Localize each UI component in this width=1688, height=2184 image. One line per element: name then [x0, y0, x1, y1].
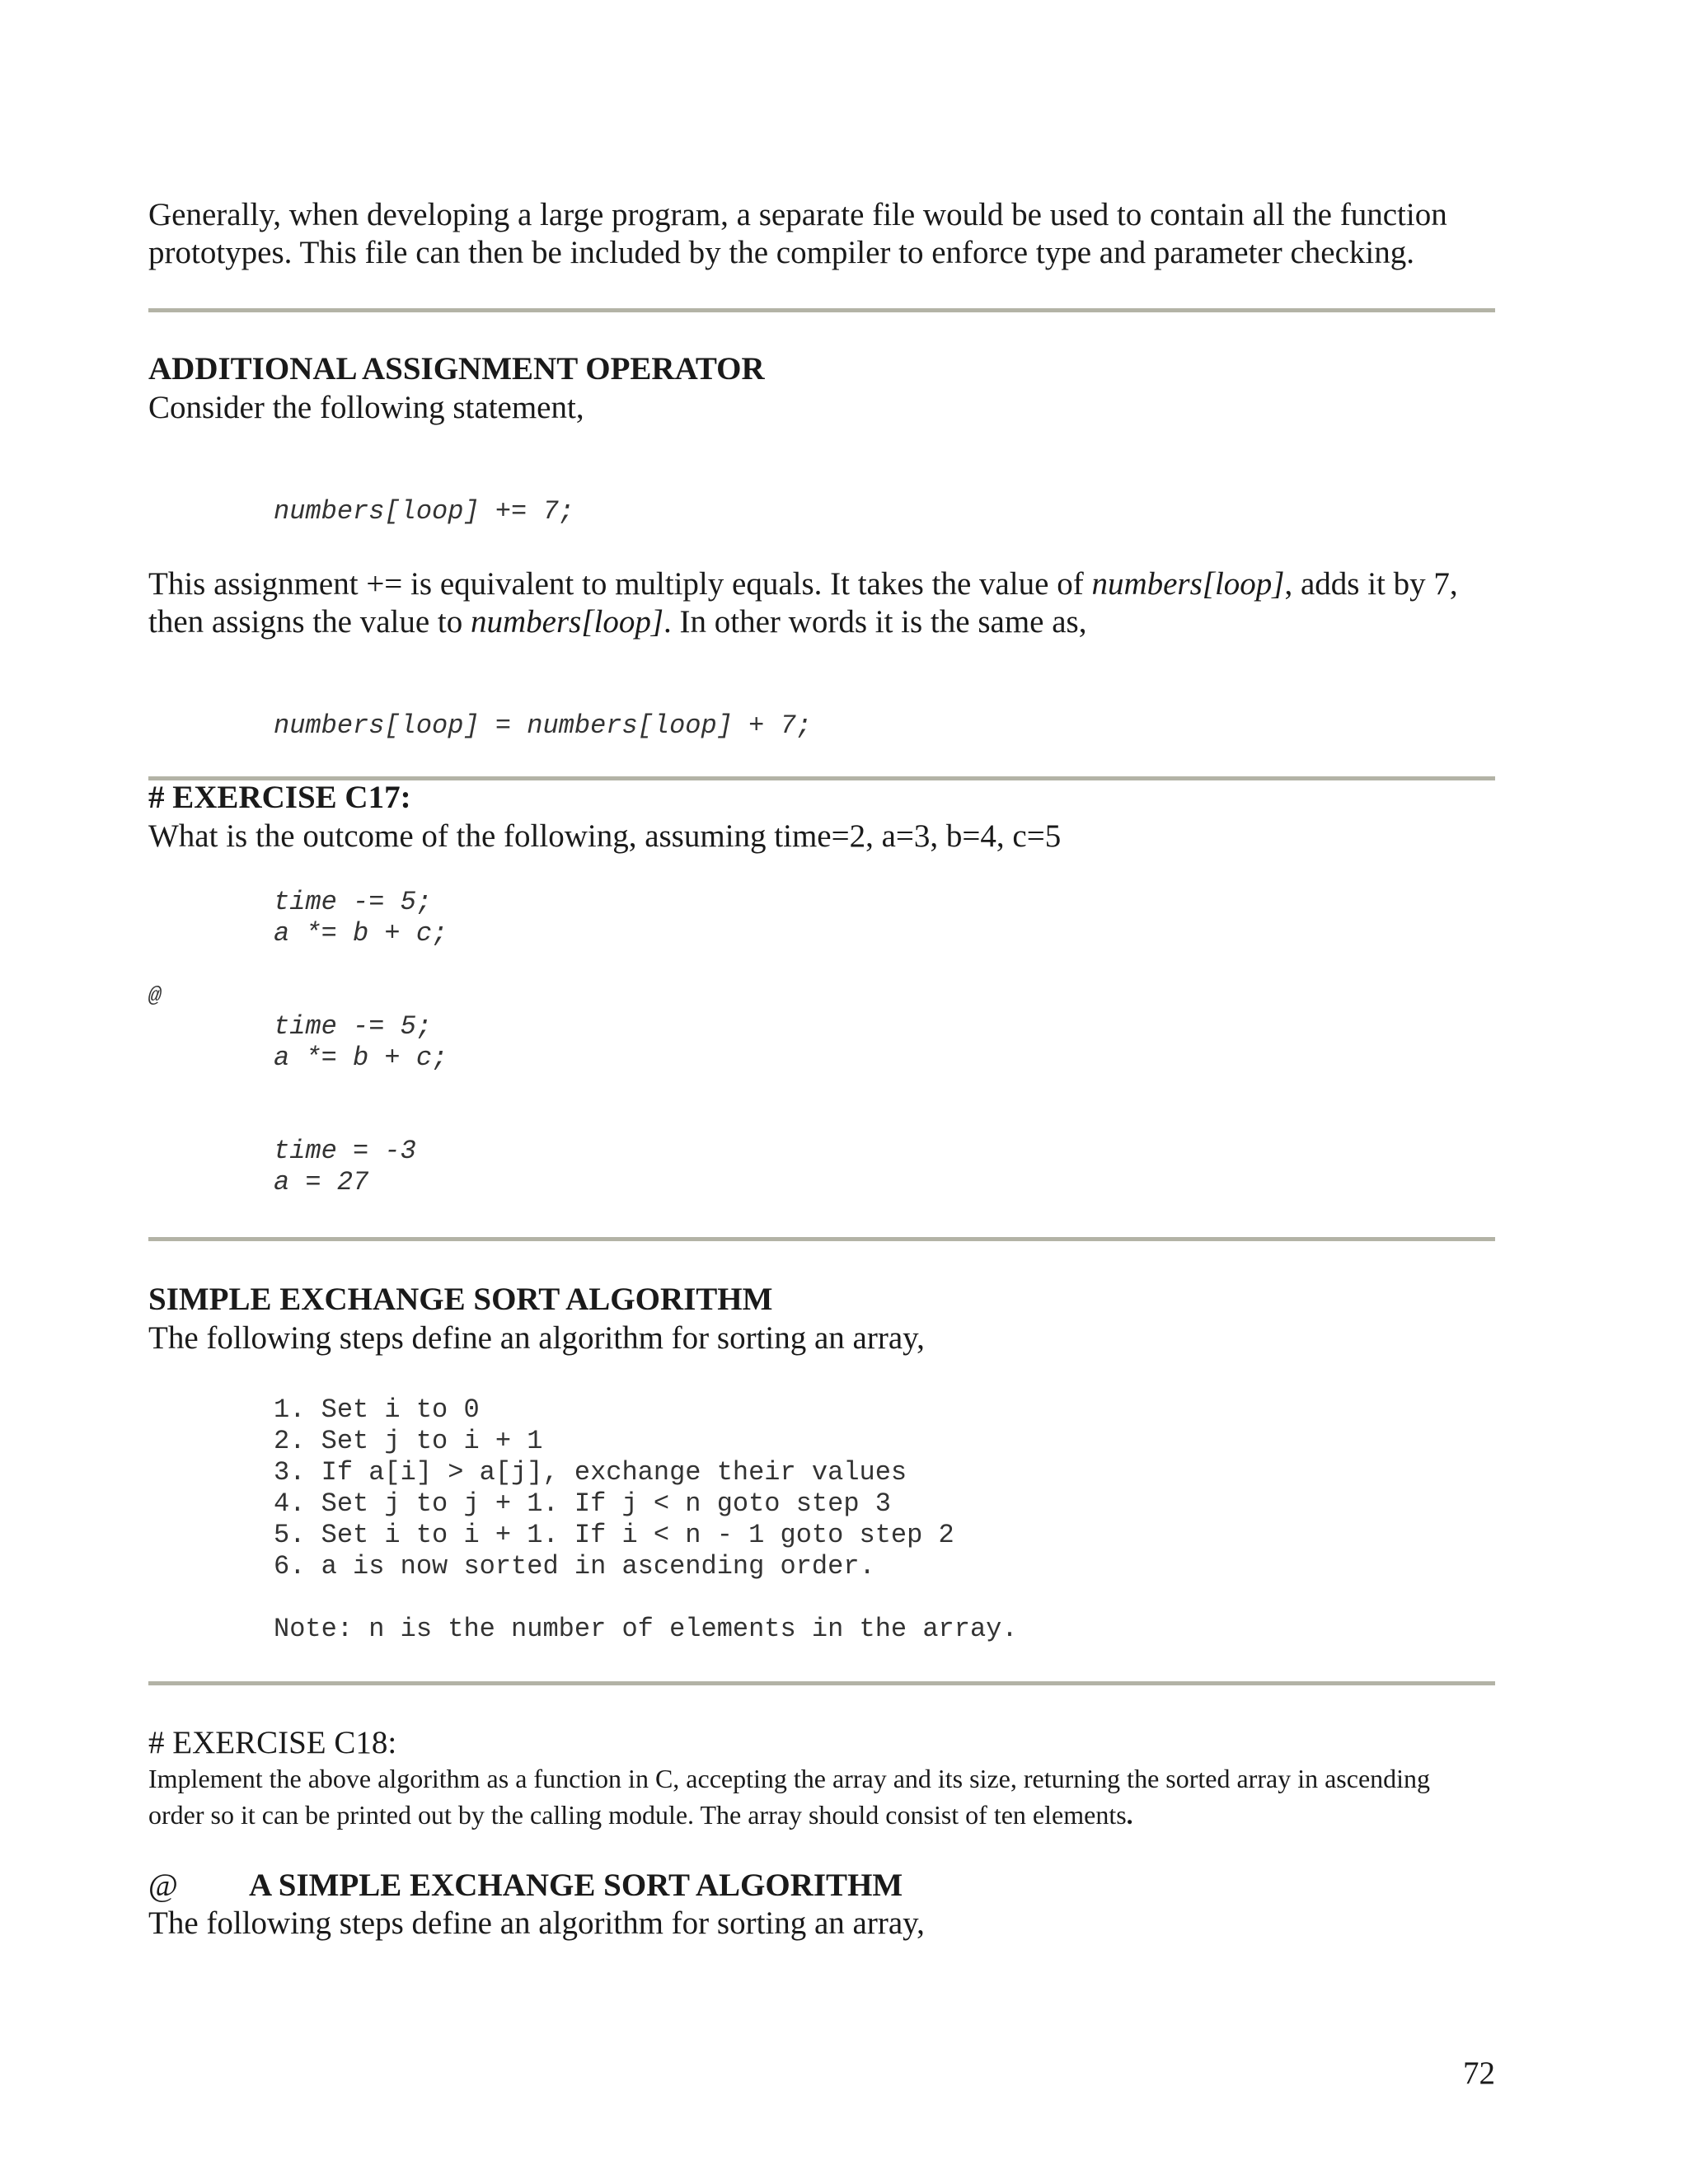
assignment-para-1b: numbers[loop] — [1091, 566, 1285, 602]
sort-step-2: 2. Set j to i + 1 — [274, 1426, 543, 1456]
intro-line-1: Generally, when developing a large program, a separate file would be used to contain all the function — [148, 197, 1447, 232]
exercise-c18-line-1: Implement the above algorithm as a function in C, accepting the array and its size, returning the sorted array in ascending — [148, 1764, 1431, 1793]
page-number: 72 — [1463, 2055, 1495, 2091]
assignment-para-2c: . In other words it is the same as, — [663, 604, 1087, 640]
exercise-c18-heading: # EXERCISE C18: — [148, 1725, 397, 1760]
answer-intro: The following steps define an algorithm for sorting an array, — [148, 1905, 925, 1941]
sort-heading: SIMPLE EXCHANGE SORT ALGORITHM — [148, 1282, 773, 1317]
section-divider-4 — [148, 1681, 1495, 1685]
assignment-para-line-2 — [148, 603, 1086, 641]
exercise-c17-code-line-1: time -= 5; — [274, 887, 433, 917]
assignment-intro: Consider the following statement, — [148, 390, 584, 425]
exercise-c17-answer-code-line-2: a *= b + c; — [274, 1043, 448, 1073]
sort-step-4: 4. Set j to j + 1. If j < n goto step 3 — [274, 1488, 891, 1519]
exercise-c17-question: What is the outcome of the following, assuming time=2, a=3, b=4, c=5 — [148, 818, 1062, 854]
assignment-para-1c: , adds it by 7, — [1284, 566, 1458, 602]
sort-step-3: 3. If a[i] > a[j], exchange their values — [274, 1457, 907, 1488]
assignment-para-1a: This assignment += is equivalent to multiply equals. It takes the value of — [148, 566, 1092, 602]
exercise-c17-answer-code-line-1: time -= 5; — [274, 1011, 433, 1042]
sort-step-5: 5. Set i to i + 1. If i < n - 1 goto step 2 — [274, 1520, 954, 1550]
sort-step-6: 6. a is now sorted in ascending order. — [274, 1551, 875, 1582]
answer-heading: A SIMPLE EXCHANGE SORT ALGORITHM — [249, 1868, 903, 1903]
exercise-c17-result-line-2: a = 27 — [274, 1167, 369, 1197]
exercise-c18-line-2-end: . — [1126, 1800, 1133, 1830]
assignment-para-line-1 — [148, 565, 1458, 603]
exercise-c17-result-line-1: time = -3 — [274, 1136, 416, 1166]
sort-step-1: 1. Set i to 0 — [274, 1394, 480, 1425]
exercise-c17-code-line-2: a *= b + c; — [274, 918, 448, 949]
intro-line-2: prototypes. This file can then be included by the compiler to enforce type and parameter checking. — [148, 235, 1414, 270]
section-divider-1 — [148, 308, 1495, 312]
exercise-c18-line-2-text: order so it can be printed out by the calling module. The array should consist of ten elements — [148, 1800, 1127, 1830]
sort-intro: The following steps define an algorithm for sorting an array, — [148, 1320, 925, 1356]
sort-note: Note: n is the number of elements in the array. — [274, 1614, 1018, 1644]
assignment-para-2b: numbers[loop] — [471, 604, 664, 640]
assignment-para-2a: then assigns the value to — [148, 604, 471, 640]
answer-marker: @ — [148, 1868, 178, 1903]
assignment-code-1: numbers[loop] += 7; — [274, 496, 574, 527]
assignment-heading: ADDITIONAL ASSIGNMENT OPERATOR — [148, 351, 765, 387]
exercise-c18-line-2 — [148, 1797, 1133, 1833]
section-divider-3 — [148, 1237, 1495, 1241]
exercise-c17-heading: # EXERCISE C17: — [148, 780, 411, 815]
assignment-code-2: numbers[loop] = numbers[loop] + 7; — [274, 710, 812, 741]
exercise-c17-answer-marker: @ — [148, 983, 162, 1008]
